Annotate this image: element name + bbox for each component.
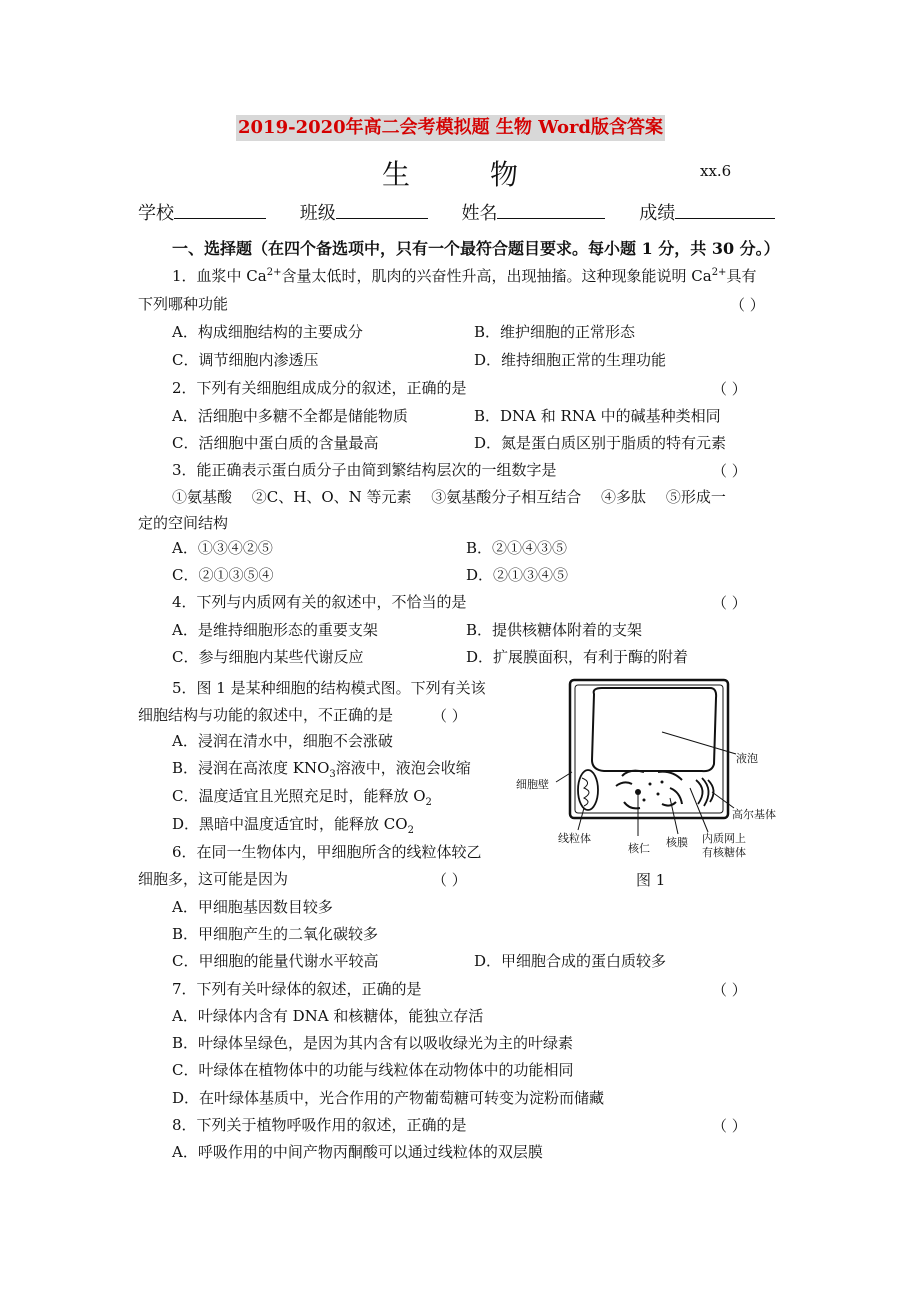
vacuole-shape bbox=[592, 688, 716, 771]
q7-option-a: A．叶绿体内含有 DNA 和核糖体，能独立存活 bbox=[172, 1007, 484, 1025]
score-label: 成绩 bbox=[639, 203, 676, 224]
q3-answer-paren: （ ） bbox=[712, 462, 747, 480]
q4-stem: 4．下列与内质网有关的叙述中，不恰当的是 bbox=[172, 593, 467, 611]
er-curve-6 bbox=[662, 802, 676, 806]
q4-option-c: C．参与细胞内某些代谢反应 bbox=[172, 648, 364, 666]
q5-option-b: B．浸润在高浓度 $KNO_3$溶液中，液泡会收缩 bbox=[172, 759, 471, 780]
plant-cell-diagram bbox=[512, 676, 792, 876]
q2-answer-paren: （ ） bbox=[712, 380, 747, 398]
label-vacuole: 液泡 bbox=[736, 752, 758, 765]
q1-option-a: A．构成细胞结构的主要成分 bbox=[172, 323, 363, 341]
student-info-fields bbox=[138, 199, 775, 225]
q5-option-d: D．黑暗中温度适宜时，能释放 $CO_2$ bbox=[172, 815, 414, 836]
q6-option-b: B．甲细胞产生的二氧化碳较多 bbox=[172, 925, 379, 943]
q5-stem-line2: 细胞结构与功能的叙述中，不正确的是 bbox=[138, 706, 394, 724]
section-heading: 一、选择题（在四个备选项中，只有一个最符合题目要求。每小题 1 分，共 30 分。） bbox=[172, 239, 780, 258]
q3-option-c: C．②①③⑤④ bbox=[172, 566, 274, 584]
q1-option-b: B．维护细胞的正常形态 bbox=[474, 323, 636, 341]
q3-option-a: A．①③④②⑤ bbox=[172, 539, 273, 557]
q4-answer-paren: （ ） bbox=[712, 594, 747, 612]
q5-option-a: A．浸润在清水中，细胞不会涨破 bbox=[172, 732, 393, 750]
q7-option-d: D．在叶绿体基质中，光合作用的产物葡萄糖可转变为淀粉而储藏 bbox=[172, 1089, 605, 1107]
q2-stem: 2．下列有关细胞组成成分的叙述，正确的是 bbox=[172, 379, 467, 397]
class-blank[interactable] bbox=[336, 202, 428, 219]
score-blank[interactable] bbox=[675, 202, 775, 219]
q6-answer-paren: （ ） bbox=[432, 871, 467, 889]
q3-items-line1: ①氨基酸 ②C、H、O、N 等元素 ③氨基酸分子相互结合 ④多肽 ⑤形成一 bbox=[172, 488, 726, 506]
label-nucleolus: 核仁 bbox=[628, 842, 650, 855]
q6-stem-line1: 6．在同一生物体内，甲细胞所含的线粒体较乙 bbox=[172, 843, 482, 861]
q8-answer-paren: （ ） bbox=[712, 1117, 747, 1135]
q3-items-line2: 定的空间结构 bbox=[138, 514, 229, 532]
name-label: 姓名 bbox=[461, 203, 498, 224]
q3-stem: 3．能正确表示蛋白质分子由简到繁结构层次的一组数字是 bbox=[172, 461, 557, 479]
q4-option-b: B．提供核糖体附着的支架 bbox=[466, 621, 643, 639]
label-er-line1: 内质网上 bbox=[702, 832, 746, 845]
q1-answer-paren: （ ） bbox=[730, 296, 765, 314]
q4-option-a: A．是维持细胞形态的重要支架 bbox=[172, 621, 378, 639]
label-mitochondrion: 线粒体 bbox=[558, 832, 591, 845]
q5-answer-paren: （ ） bbox=[432, 707, 467, 725]
q1-option-d: D．维持细胞正常的生理功能 bbox=[474, 351, 667, 369]
er-curve-4 bbox=[670, 788, 682, 804]
figure-caption: 图 1 bbox=[636, 871, 666, 889]
q2-option-a: A．活细胞中多糖不全都是储能物质 bbox=[172, 407, 408, 425]
q3-option-b: B．②①④③⑤ bbox=[466, 539, 568, 557]
leader-vacuole bbox=[662, 732, 736, 754]
q5-stem-line1: 5．图 1 是某种细胞的结构模式图。下列有关该 bbox=[172, 679, 486, 697]
q4-option-d: D．扩展膜面积，有利于酶的附着 bbox=[466, 648, 689, 666]
leader-er bbox=[690, 788, 708, 832]
mitochondrion-cristae bbox=[582, 778, 589, 806]
er-curve-3 bbox=[658, 772, 682, 780]
name-blank[interactable] bbox=[497, 202, 605, 219]
q7-stem: 7．下列有关叶绿体的叙述，正确的是 bbox=[172, 980, 422, 998]
label-nuclear-membrane: 核膜 bbox=[666, 836, 688, 849]
er-curve-2 bbox=[616, 782, 632, 786]
exam-date: xx.6 bbox=[700, 162, 732, 180]
q5-option-c: C．温度适宜且光照充足时，能释放 $O_2$ bbox=[172, 787, 432, 808]
label-er-line2: 有核糖体 bbox=[702, 846, 746, 859]
q2-option-b: B．DNA 和 RNA 中的碱基种类相同 bbox=[474, 407, 721, 425]
label-golgi: 高尔基体 bbox=[732, 808, 776, 821]
q2-option-d: D．氮是蛋白质区别于脂质的特有元素 bbox=[474, 434, 727, 452]
q7-option-b: B．叶绿体呈绿色，是因为其内含有以吸收绿光为主的叶绿素 bbox=[172, 1034, 574, 1052]
document-banner-title: 2019-2020年高二会考模拟题 生物 Word版含答案 bbox=[236, 115, 665, 141]
class-label: 班级 bbox=[299, 203, 336, 224]
q8-option-a: A．呼吸作用的中间产物丙酮酸可以通过线粒体的双层膜 bbox=[172, 1143, 543, 1161]
label-cell-wall: 细胞壁 bbox=[516, 778, 549, 791]
q8-stem: 8．下列关于植物呼吸作用的叙述，正确的是 bbox=[172, 1116, 467, 1134]
q6-option-c: C．甲细胞的能量代谢水平较高 bbox=[172, 952, 379, 970]
q1-option-c: C．调节细胞内渗透压 bbox=[172, 351, 319, 369]
q6-option-a: A．甲细胞基因数目较多 bbox=[172, 898, 333, 916]
q3-option-d: D．②①③④⑤ bbox=[466, 566, 569, 584]
school-label: 学校 bbox=[138, 203, 174, 224]
q2-option-c: C．活细胞中蛋白质的含量最高 bbox=[172, 434, 379, 452]
q1-stem-line2: 下列哪种功能 bbox=[138, 295, 229, 313]
q6-stem-line2: 细胞多，这可能是因为 bbox=[138, 870, 289, 888]
school-blank[interactable] bbox=[174, 202, 266, 219]
q1-stem-line1: 1．血浆中 $Ca^{2+}$含量太低时，肌肉的兴奋性升高，出现抽搐。这种现象能说明 $Ca^{2+}$具有 bbox=[172, 267, 757, 285]
q6-option-d: D．甲细胞合成的蛋白质较多 bbox=[474, 952, 667, 970]
q7-option-c: C．叶绿体在植物体中的功能与线粒体在动物体中的功能相同 bbox=[172, 1061, 574, 1079]
q7-answer-paren: （ ） bbox=[712, 981, 747, 999]
page-title: 生物 bbox=[382, 158, 599, 191]
